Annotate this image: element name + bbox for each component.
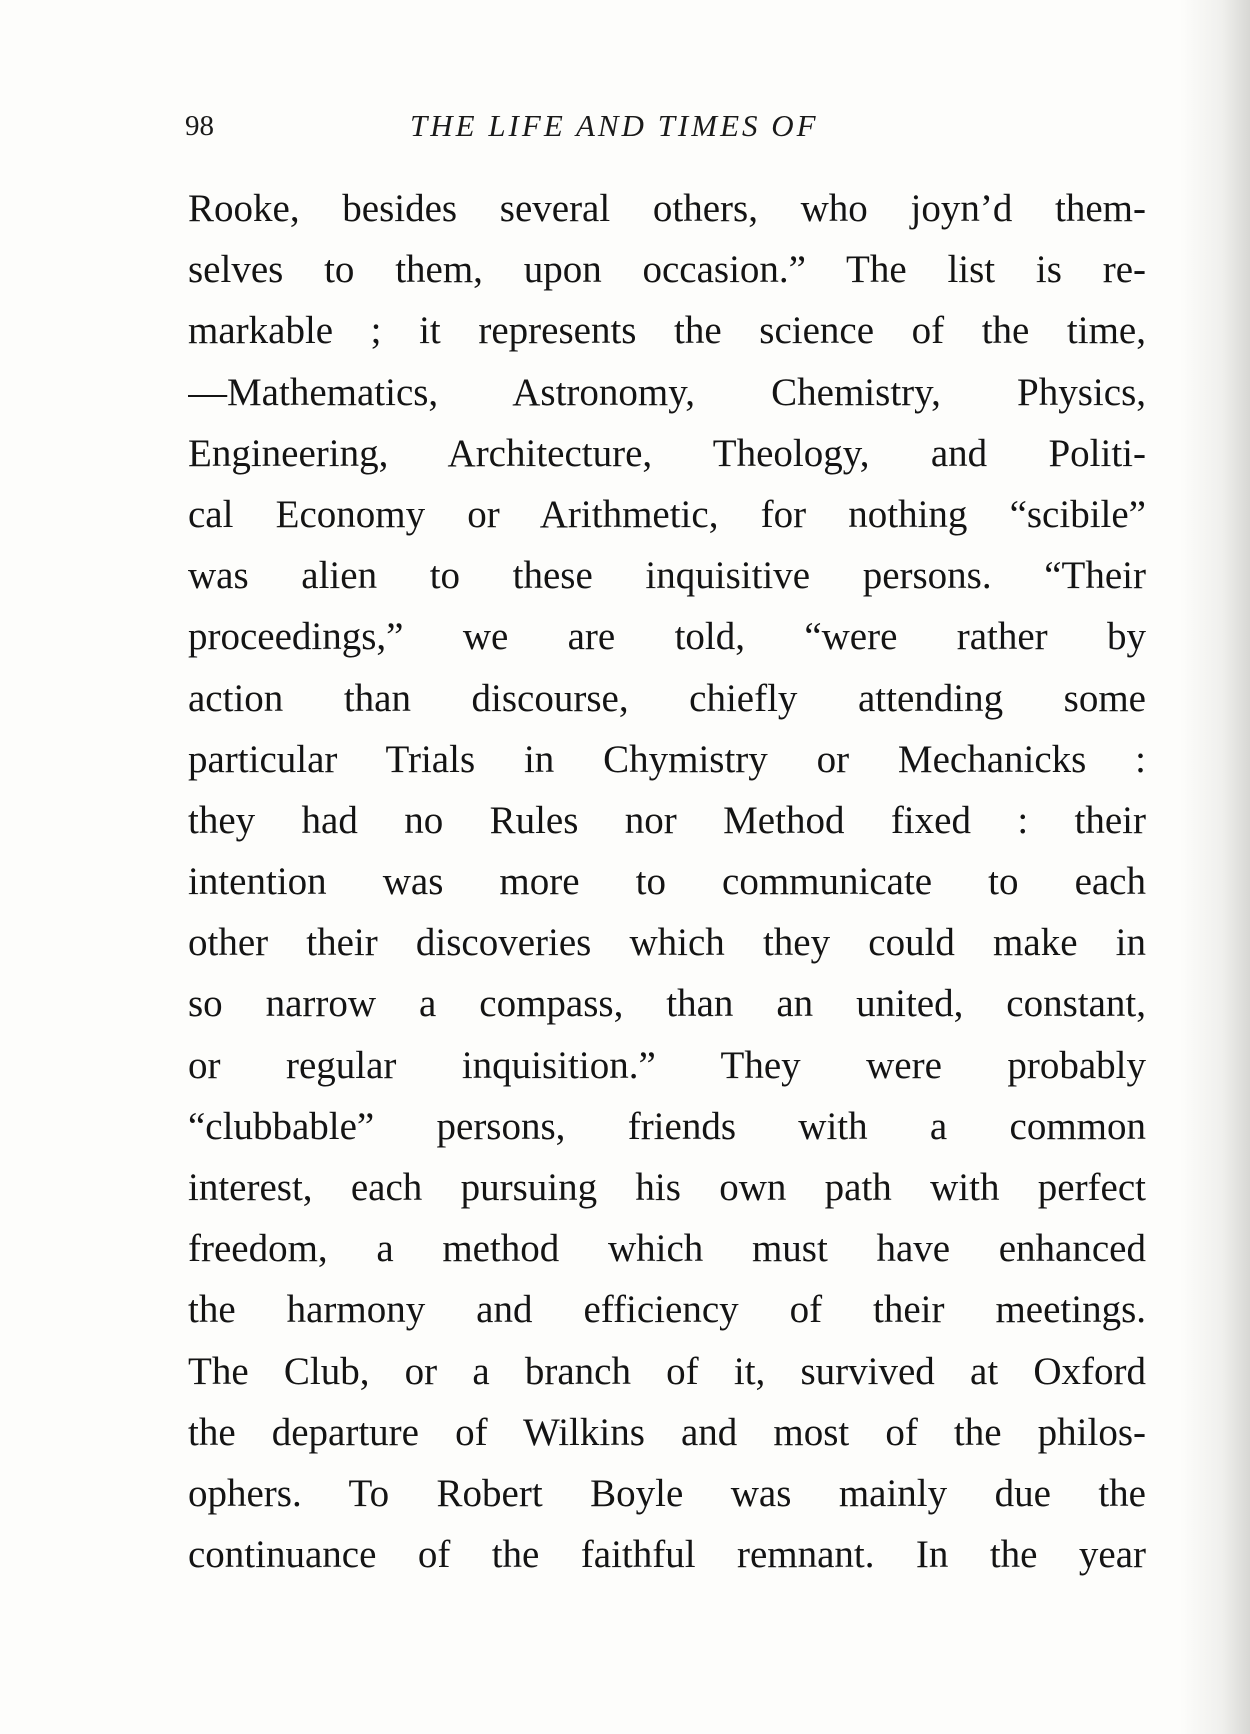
running-title: THE LIFE AND TIMES OF [410, 108, 819, 143]
page-number: 98 [185, 110, 214, 142]
text-line: continuance of the faithful remnant. In the year [188, 1533, 1146, 1577]
text-line: intention was more to communicate to each [188, 860, 1146, 904]
text-line: or regular inquisition.” They were probably [188, 1043, 1146, 1087]
scan-edge-shading [1180, 0, 1250, 1734]
text-line: proceedings,” we are told, “were rather by [188, 615, 1146, 659]
text-line: they had no Rules nor Method fixed : their [188, 798, 1146, 842]
body-text [188, 178, 1146, 1585]
text-line: —Mathematics, Astronomy, Chemistry, Physics, [188, 370, 1146, 414]
text-line: cal Economy or Arithmetic, for nothing “scibile” [188, 492, 1146, 536]
text-line: so narrow a compass, than an united, constant, [188, 982, 1146, 1026]
text-line: selves to them, upon occasion.” The list is re- [188, 248, 1146, 292]
text-line: Engineering, Architecture, Theology, and Politi- [188, 431, 1146, 475]
text-line: ophers. To Robert Boyle was mainly due the [188, 1471, 1146, 1515]
text-line: the harmony and efficiency of their meetings. [188, 1288, 1146, 1332]
text-line: particular Trials in Chymistry or Mechanicks : [188, 737, 1146, 781]
text-line: other their discoveries which they could make in [188, 921, 1146, 965]
text-line: “clubbable” persons, friends with a common [188, 1104, 1146, 1148]
text-line: freedom, a method which must have enhanced [188, 1227, 1146, 1271]
text-line: the departure of Wilkins and most of the philos- [188, 1410, 1146, 1454]
text-line: The Club, or a branch of it, survived at Oxford [188, 1349, 1146, 1393]
text-line: interest, each pursuing his own path with perfect [188, 1166, 1146, 1209]
text-line: markable ; it represents the science of the time, [188, 309, 1146, 353]
text-line: was alien to these inquisitive persons. “Their [188, 554, 1146, 598]
text-line: action than discourse, chiefly attending some [188, 676, 1146, 720]
text-line: Rooke, besides several others, who joyn’d them- [188, 187, 1146, 230]
running-header [185, 104, 1145, 148]
